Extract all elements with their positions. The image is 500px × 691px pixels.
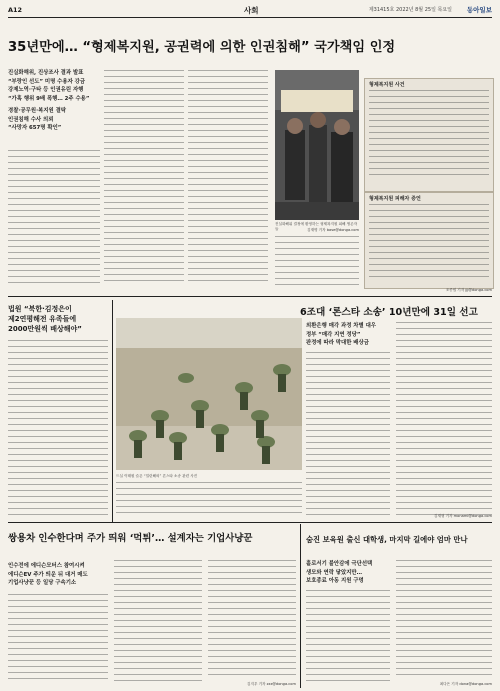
- divider: [8, 296, 492, 297]
- subhead: 경찰·공무원·복지원 결탁: [8, 108, 67, 114]
- left-headline-line: 법원 “북한·김정은이: [8, 305, 72, 313]
- subhead: 정부 “매각 지연 정당”: [306, 331, 361, 338]
- protest-photo-art: [275, 70, 359, 220]
- protest-photo: [275, 70, 359, 220]
- top-headline: 35년만에… “형제복지원, 공권력에 의한 인권침해” 국가책임 인정: [8, 40, 396, 55]
- byline: 최다은 기자 dona@donga.com: [439, 682, 492, 686]
- testimony-box-text: [369, 204, 489, 282]
- lonestar-headline: 6조대 ‘론스타 소송’ 10년만에 31일 선고: [300, 307, 478, 318]
- section-label: 사회: [244, 6, 259, 15]
- body-text-column: [104, 70, 184, 286]
- body-text-column: [306, 590, 390, 684]
- subhead: “사망자 657명 확인”: [8, 125, 62, 131]
- fact-box-title: 형제복지원 사건: [369, 82, 405, 88]
- subhead: 인권침해 수사 의뢰: [8, 116, 54, 123]
- testimony-box-title: 형제복지원 피해자 증언: [369, 196, 421, 202]
- student-headline: 숨진 보육원 출신 대학생, 마지막 길에야 엄마 만나: [306, 535, 468, 544]
- lonestar-subheads: [306, 322, 390, 348]
- issue-date: 제31415호 2022년 8월 25일 목요일: [368, 7, 452, 13]
- column-rule: [300, 524, 301, 688]
- photo-credit: 김재명 기자 base@donga.com: [307, 228, 359, 232]
- subhead: 판정에 따라 막대한 배상금: [306, 340, 369, 346]
- fact-box-text: [369, 90, 489, 178]
- byline: 조종엽 기자 jjj@donga.com: [445, 288, 492, 292]
- masthead: [8, 4, 492, 18]
- newspaper-brand: 동아일보: [466, 6, 492, 14]
- subhead: 홀로서기 불안감에 극단선택: [306, 561, 373, 567]
- subhead: “가혹 행위 9배 폭행… 2주 수용”: [8, 95, 90, 102]
- fact-box: [364, 78, 494, 192]
- divider: [8, 522, 492, 523]
- subhead: 강제노역·구타 등 인권유린 자행: [8, 87, 84, 93]
- photo-caption: 진실화해위 결정에 환영하는 형제복지원 피해 생존자들: [275, 222, 358, 231]
- body-text-column: [8, 150, 100, 286]
- body-text-column: [208, 560, 296, 680]
- body-text-column: [8, 594, 108, 684]
- subhead: 보호종료 아동 지원 구멍: [306, 578, 364, 584]
- military-photo: [116, 318, 302, 470]
- top-subheads: [8, 69, 98, 133]
- subhead: 외환은행 매각 과정 차별 대우: [306, 323, 376, 329]
- left-story-headline: [8, 304, 108, 334]
- body-text-column: [306, 352, 390, 518]
- body-text-column: [275, 236, 359, 286]
- subhead: 에디슨EV 주가 띄운 뒤 대거 매도: [8, 571, 88, 578]
- ssangyong-headline: 쌍용차 인수한다며 주가 띄워 ‘먹튀’… 설계자는 기업사냥꾼: [8, 533, 253, 544]
- body-text-column: [114, 560, 202, 684]
- caption-text: [116, 482, 302, 518]
- subhead: 진실화해위, 진상조사 결과 발표: [8, 70, 84, 76]
- column-rule: [112, 300, 113, 522]
- subhead: “부랑인 선도” 미명 수용자 강금: [8, 78, 86, 85]
- student-subheads: [306, 560, 390, 586]
- page-number: A12: [8, 6, 23, 14]
- photo-caption: 드실 이태원 슬픈 “밀린해외” 론스타 소송 관련 사진: [116, 474, 198, 478]
- ssangyong-subheads: [8, 562, 108, 588]
- body-text-column: [188, 70, 268, 286]
- body-text-column: [396, 560, 492, 680]
- body-text-column: [396, 322, 492, 518]
- subhead: 생모와 연락 닿았지만…: [306, 569, 363, 576]
- subhead: 인수전에 에디슨모터스 참여시켜: [8, 563, 85, 569]
- military-photo-art: [116, 318, 302, 470]
- testimony-box: [364, 192, 494, 289]
- subhead: 기업사냥꾼 등 일당 구속기소: [8, 580, 77, 586]
- body-text-column: [8, 340, 108, 518]
- left-headline-line: 제2연평해전 유족들에: [8, 315, 77, 323]
- left-headline-line: 2000만원씩 배상해야”: [8, 325, 82, 333]
- byline: 김지우 기자 zzz@donga.com: [247, 682, 296, 686]
- byline: 김재형 기자 monami@donga.com: [434, 514, 492, 518]
